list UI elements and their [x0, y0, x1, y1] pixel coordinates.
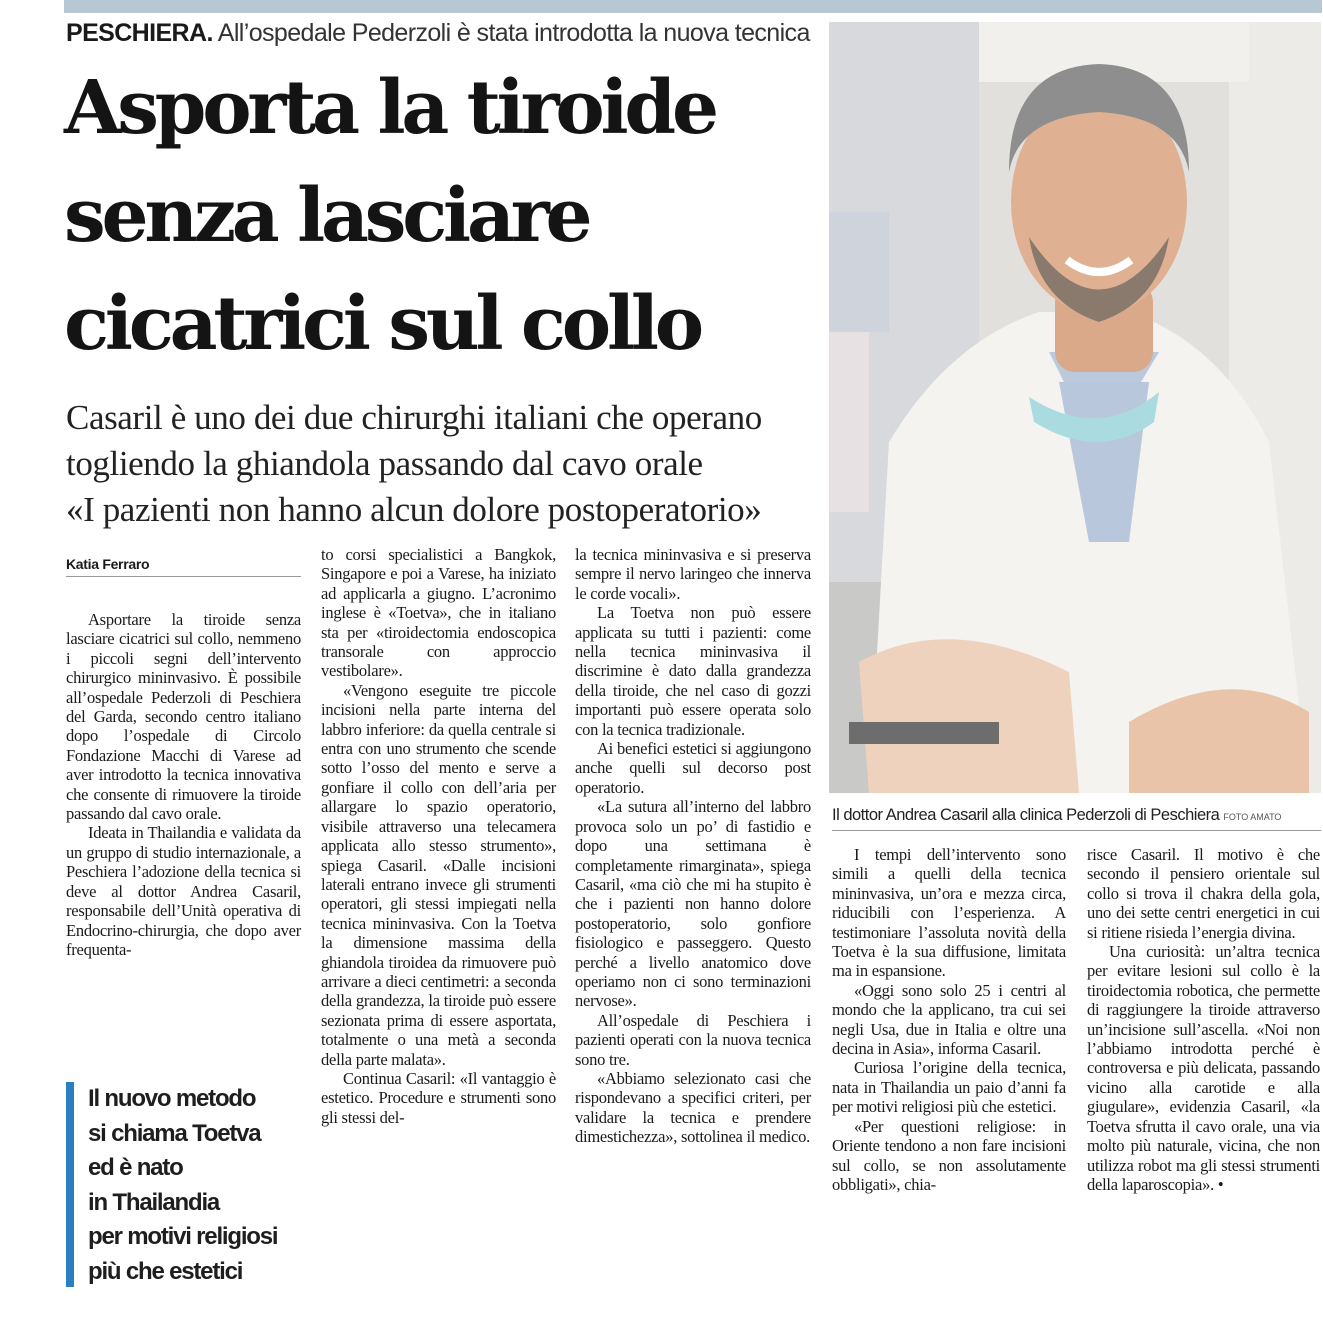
paragraph: risce Casaril. Il motivo è che secondo il pensiero orientale sul collo si trova il chakra della gola, uno dei sette centri energetici in cui si ritiene risieda l’energia divina.: [1087, 845, 1320, 942]
caption-text: Il dottor Andrea Casaril alla clinica Pederzoli di Peschiera: [832, 806, 1220, 824]
paragraph: Una curiosità: un’altra tecnica per evitare lesioni sul collo è la tiroidectomia robotica, che permette di raggiungere la tiroide attraverso un’incisione sull’ascella. «Noi non l’abbiamo introdotta perché è controversa e più delicata, passando vicino alla carotide e alla giugulare», evidenzia Casaril, «la Toetva sfrutta il cavo orale, una via molto più naturale, vicina, che non utilizza robot ma gli stessi strumenti della laparoscopia». •: [1087, 942, 1320, 1194]
pull-quote-line: Il nuovo metodo: [88, 1085, 256, 1112]
paragraph: «Per questioni religiose: in Oriente tendono a non fare incisioni sul collo, se non assolutamente obbligati», chia-: [832, 1116, 1066, 1194]
kicker-place: PESCHIERA.: [66, 19, 213, 47]
subhead-line: Casaril è uno dei due chirurghi italiani che operano: [66, 398, 762, 437]
doctor-photo: [829, 22, 1321, 793]
photo-credit: FOTO AMATO: [1223, 812, 1282, 822]
paragraph: Continua Casaril: «Il vantaggio è estetico. Procedure e strumenti sono gli stessi del-: [321, 1068, 556, 1127]
paragraph: La Toetva non può essere applicata su tutti i pazienti: come nella tecnica mininvasiva il discrimine è dato dalla grandezza della tiroide, che nel caso di gozzi importanti può essere operata solo con la tecnica tradizionale.: [575, 603, 811, 739]
subheadline: [66, 395, 826, 533]
headline-line: senza lasciare: [64, 173, 589, 259]
top-color-bar: [64, 0, 1322, 13]
paragraph: «Abbiamo selezionato casi che rispondevano a specifici criteri, per validare la tecnica e prendere dimestichezza», sottolinea il medico.: [575, 1068, 811, 1147]
caption-divider: [832, 830, 1321, 831]
paragraph: Ai benefici estetici si aggiungono anche quelli sul decorso post operatorio.: [575, 739, 811, 797]
subhead-line: togliendo la ghiandola passando dal cavo orale: [66, 444, 703, 483]
kicker-text: All’ospedale Pederzoli è stata introdotta la nuova tecnica: [217, 19, 810, 47]
subhead-line: «I pazienti non hanno alcun dolore postoperatorio»: [66, 490, 762, 529]
pull-quote-line: per motivi religiosi: [88, 1223, 278, 1250]
kicker: [66, 18, 826, 48]
photo-caption: [832, 803, 1322, 827]
paragraph: All’ospedale di Peschiera i pazienti operati con la nuova tecnica sono tre.: [575, 1010, 811, 1069]
paragraph: «La sutura all’interno del labbro provoca solo un po’ di fastidio e dopo una settimana è completamente rimarginata», spiega Casaril, «ma ciò che mi ha stupito è che i pazienti non hanno dolore postoperatorio, solo gonfiore fisiologico e passeggero. Questo perché a livello anatomico dove operiamo non ci sono terminazioni nervose».: [575, 797, 811, 1011]
paragraph: la tecnica mininvasiva e si preserva sempre il nervo laringeo che innerva le corde vocali».: [575, 545, 811, 603]
headline-line: Asporta la tiroide: [64, 65, 715, 151]
pull-quote-line: più che estetici: [88, 1257, 243, 1285]
paragraph: Asportare la tiroide senza lasciare cicatrici sul collo, nemmeno i piccoli segni dell’intervento chirurgico mininvasivo. È possibile all’ospedale Pederzoli di Peschiera del Garda, secondo centro italiano dopo l’ospedale di Circolo Fondazione Macchi di Varese ad aver introdotto la tecnica innovativa che consente di rimuovere la tiroide passando dal cavo orale.: [66, 610, 301, 824]
pull-quote-line: ed è nato: [88, 1154, 183, 1181]
paragraph: Ideata in Thailandia e validata da un gruppo di studio internazionale, a Peschiera l’adozione della tecnica si deve al dottor Andrea Casaril, responsabile dell’Unità operativa di Endocrino-chirurgia, che dopo aver frequenta-: [66, 823, 301, 959]
paragraph: «Vengono eseguite tre piccole incisioni nella parte interna del labbro inferiore: da quella centrale si entra con uno strumento che scende sotto l’osso del mento e serve a gonfiare il collo con dell’aria per allargare lo spazio operatorio, visibile attraverso una telecamera applicata allo stesso strumento», spiega Casaril. «Dalle incisioni laterali entrano invece gli strumenti operatori, gli stessi impiegati nella tecnica mininvasiva. Con la Toetva la dimensione massima della ghiandola tiroidea da rimuovere può arrivare a dieci centimetri: a seconda della grandezza, la tiroide può essere sezionata prima di essere asportata, totalmente o una metà a seconda della parte malata».: [321, 680, 556, 1069]
article-column-3: [575, 545, 811, 1147]
article-column-5: [1087, 845, 1320, 1194]
paragraph: to corsi specialistici a Bangkok, Singapore e poi a Varese, ha iniziato ad applicarla a giugno. L’acronimo inglese è «Toetva», che in italiano sta per «tiroidectomia endoscopica transorale con approccio vestibolare».: [321, 545, 556, 681]
pull-quote-line: in Thailandia: [88, 1188, 220, 1216]
headline: [64, 54, 824, 378]
headline-line: cicatrici sul collo: [64, 281, 700, 367]
pull-quote: [66, 1082, 328, 1287]
paragraph: I tempi dell’intervento sono simili a quelli della tecnica mininvasiva, un’ora e mezza circa, riducibili con l’esperienza. A testimoniare l’assoluta novità della Toetva è la sua diffusione, limitata ma in espansione.: [832, 845, 1066, 981]
paragraph: Curiosa l’origine della tecnica, nata in Thailandia un paio d’anni fa per motivi religiosi più che estetici.: [832, 1058, 1066, 1117]
article-column-2: [321, 545, 556, 1127]
paragraph: «Oggi sono solo 25 i centri al mondo che la applicano, tra cui sei negli Usa, due in Italia e oltre una decina in Asia», informa Casaril.: [832, 980, 1066, 1059]
pull-quote-line: si chiama Toetva: [88, 1119, 261, 1147]
article-column-4: [832, 845, 1066, 1194]
article-column-1: [66, 610, 301, 959]
byline: Katia Ferraro: [66, 556, 301, 577]
